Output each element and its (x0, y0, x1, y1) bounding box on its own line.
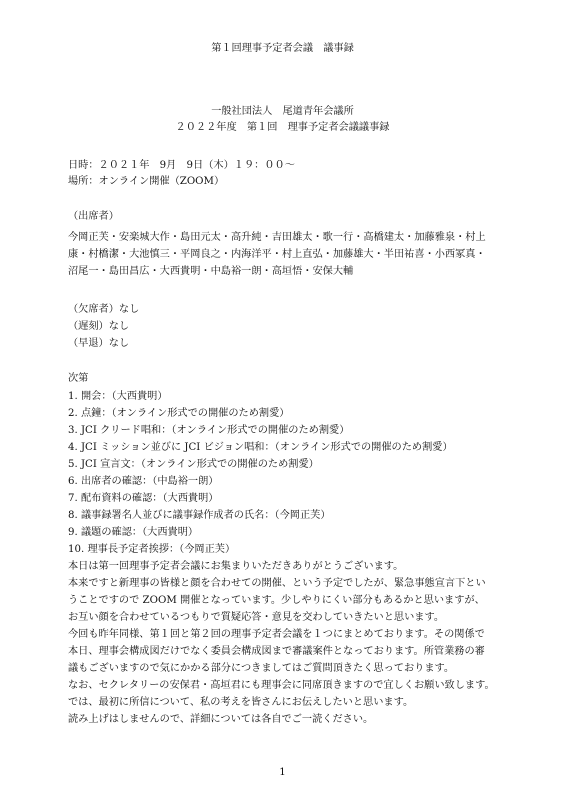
attendees-line: 今岡正芙・安楽城大作・島田元太・高升純・吉田雄太・歌一行・高橋建太・加藤雅泉・村上 (68, 232, 486, 243)
attendees-label: （出席者） (68, 211, 119, 222)
attendees-line: 康・村橋潔・大池慎三・平岡良之・内海洋平・村上直弘・加藤雄大・半田祐喜・小西冢真・ (68, 249, 486, 260)
agenda-item: 2. 点鐘：（オンライン形式での開催のため割愛） (68, 408, 290, 419)
meeting-datetime: 日時：２０２１年 9月 9日（木）１９：００～ (68, 160, 295, 171)
early-leave-line: （早退）なし (68, 338, 130, 349)
document-subtitle: ２０２２年度 第１回 理事予定者会議議事録 (175, 122, 390, 133)
agenda-item: 3. JCI クリード唱和：（オンライン形式での開催のため割愛） (68, 425, 350, 436)
agenda-label: 次第 (68, 373, 89, 384)
speech-line: 読み上げはしませんので、詳細については各自でご一読ください。 (68, 714, 374, 725)
agenda-item: 4. JCI ミッション並びに JCI ビジョン唱和：（オンライン形式での開催のため割愛） (68, 442, 453, 453)
page-number: 1 (279, 767, 286, 778)
speech-line: 本日、理事会構成図だけでなく委員会構成図まで審議案件となっております。所管業務の審 (68, 646, 485, 657)
agenda-item: 6. 出席者の確認：（中島裕一朗） (68, 476, 219, 487)
attendees-line: 沼尾一・島田昌広・大西貴明・中島裕一朗・高垣悟・安保大輔 (68, 266, 354, 277)
meeting-place: 場所：オンライン開催（ZOOM） (68, 176, 225, 187)
late-line: （遅刻）なし (68, 321, 130, 332)
agenda-item: 1. 開会：（大西貴明） (68, 391, 168, 402)
absent-line: （欠席者）なし (68, 304, 140, 315)
agenda-item: 9. 議題の確認：（大西貴明） (68, 527, 199, 538)
agenda-item: 7. 配布資料の確認：（大西貴明） (68, 493, 219, 504)
header-title: 第１回理事予定者会議 議事録 (211, 43, 354, 54)
speech-line: なお、セクレタリーの安保君・高垣君にも理事会に同席頂きますので宜しくお願い致します。 (68, 680, 495, 691)
speech-line: 議もございますので気にかかる部分につきましてはご質問頂きたく思っております。 (68, 663, 455, 674)
speech-line: 今回も昨年同様、第１回と第２回の理事予定者会議を１つにまとめております。その関係で (68, 629, 485, 640)
agenda-item: 5. JCI 宣言文：（オンライン形式での開催のため割愛） (68, 459, 319, 470)
agenda-item: 10. 理事長予定者挨拶：（今岡正芙） (68, 544, 236, 555)
speech-line: うことですので ZOOM 開催となっています。少しやりにくい部分もあるかと思いますが、 (68, 595, 485, 606)
speech-line: では、最初に所信について、私の考えを皆さんにお伝えしたいと思います。 (68, 697, 414, 708)
organization-name: 一般社団法人 尾道青年会議所 (211, 106, 354, 117)
speech-line: お互い顔を合わせているつもりで質疑応答・意見を交わしていきたいと思います。 (68, 612, 445, 623)
speech-line: 本日は第一回理事予定者会議にお集まりいただきありがとうございます。 (68, 561, 404, 572)
agenda-item: 8. 議事録署名人並びに議事録作成者の氏名：（今岡正芙） (68, 510, 331, 521)
speech-line: 本来ですと新理事の皆様と顔を合わせての開催、という予定でしたが、緊急事態宣言下とい (68, 578, 486, 589)
